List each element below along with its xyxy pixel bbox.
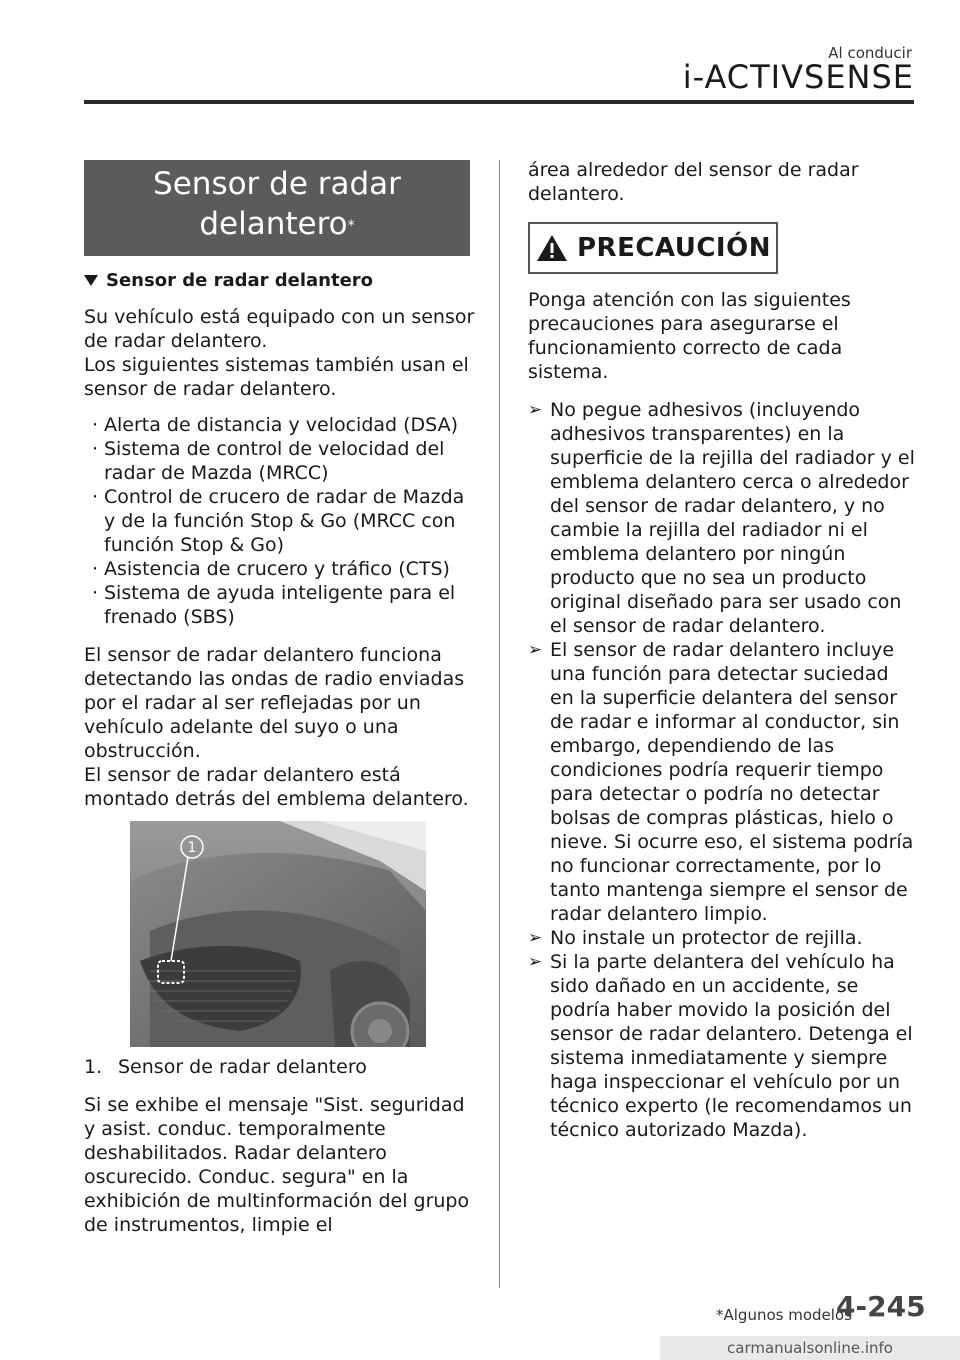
caution-label: PRECAUCIÓN xyxy=(577,233,771,263)
function-line-2: El sensor de radar delantero está montado detrás del emblema delantero. xyxy=(84,764,469,810)
message-paragraph: Si se exhibe el mensaje "Sist. seguridad y asist. conduc. temporalmente deshabilitados. Radar delantero oscurecido. Conduc. segura" en la exhibición de multinformación del grupo de instrumentos, limpie el xyxy=(84,1094,470,1236)
section-title-box xyxy=(84,160,470,256)
page-number: 4-245 xyxy=(836,1290,926,1323)
intro-line-1: Su vehículo está equipado con un sensor de radar delantero. xyxy=(84,306,475,352)
list-item xyxy=(528,638,918,926)
caption-number: 1. xyxy=(84,1056,103,1078)
list-item-text: Sistema de ayuda inteligente para el frenado (SBS) xyxy=(104,582,456,628)
list-item-text: Sistema de control de velocidad del radar de Mazda (MRCC) xyxy=(104,438,445,484)
list-item xyxy=(84,557,476,581)
caption-text: Sensor de radar delantero xyxy=(118,1056,367,1078)
list-item-text: No instale un protector de rejilla. xyxy=(550,927,863,949)
chevron-right-icon: ➢ xyxy=(528,640,543,660)
function-paragraph xyxy=(84,643,476,811)
subheading xyxy=(84,270,476,291)
intro-line-2: Los siguientes sistemas también usan el sensor de radar delantero. xyxy=(84,354,469,400)
bullet-dot: · xyxy=(92,414,99,436)
bullet-dot: · xyxy=(92,486,99,508)
car-front-figure xyxy=(130,821,426,1047)
figure-caption xyxy=(84,1055,476,1079)
bullet-dot: · xyxy=(92,438,99,460)
warning-triangle-icon xyxy=(535,233,569,263)
function-line-1: El sensor de radar delantero funciona detectando las ondas de radio enviadas por el radar al ser reflejadas por un vehículo adelante del suyo o una obstrucción. xyxy=(84,644,465,762)
triangle-down-icon xyxy=(84,275,98,286)
systems-list xyxy=(84,413,476,629)
left-column xyxy=(84,160,476,1237)
list-item xyxy=(84,581,476,629)
chevron-right-icon: ➢ xyxy=(528,400,543,420)
bullet-dot: · xyxy=(92,558,99,580)
title-line-2-text: delantero xyxy=(199,206,348,242)
list-item xyxy=(84,485,476,557)
subheading-text: Sensor de radar delantero xyxy=(106,270,374,291)
title-line-1: Sensor de radar xyxy=(153,166,401,202)
title-asterisk: * xyxy=(347,218,355,234)
list-item-text: El sensor de radar delantero incluye una función para detectar suciedad en la superficie delantera del sensor de radar e informar al conductor, sin embargo, dependiendo de las condiciones podría requerir tiempo para detectar o podría no detectar bolsas de compras plásticas, hielo o nieve. Si ocurre eso, el sistema podría no funcionar correctamente, por lo tanto mantenga siempre el sensor de radar delantero limpio. xyxy=(550,639,914,925)
list-item xyxy=(528,950,918,1142)
header-section-title: i-ACTIVSENSE xyxy=(682,58,914,96)
list-item-text: No pegue adhesivos (incluyendo adhesivos transparentes) en la superficie de la rejilla del radiador y el emblema delantero cerca o alrededor del sensor de radar delantero, y no cambie la rejilla del radiador ni el emblema delantero por ningún producto que no sea un producto original diseñado para ser usado con el sensor de radar delantero. xyxy=(550,399,915,637)
callout-number: 1 xyxy=(187,840,197,856)
caution-intro: Ponga atención con las siguientes precauciones para asegurarse el funcionamiento correcto de cada sistema. xyxy=(528,289,851,383)
caution-box xyxy=(528,222,778,274)
bullet-dot: · xyxy=(92,582,99,604)
list-item xyxy=(84,413,476,437)
watermark: carmanualsonline.info xyxy=(660,1336,960,1360)
list-item-text: Si la parte delantera del vehículo ha sido dañado en un accidente, se podría haber movido la posición del sensor de radar delantero. Detenga el sistema inmediatamente y siempre haga inspeccionar el vehículo por un técnico experto (le recomendamos un técnico autorizado Mazda). xyxy=(550,951,913,1141)
header-rule xyxy=(84,100,914,104)
car-front-illustration xyxy=(130,821,426,1047)
header-section-label: Al conducir xyxy=(828,44,912,62)
chevron-right-icon: ➢ xyxy=(528,928,543,948)
list-item-text: Control de crucero de radar de Mazda y de la función Stop & Go (MRCC con función Stop & Go) xyxy=(104,486,465,556)
continued-paragraph: área alrededor del sensor de radar delantero. xyxy=(528,159,859,205)
column-divider xyxy=(499,160,500,1288)
title-line-2 xyxy=(84,204,470,244)
intro-paragraph xyxy=(84,305,476,401)
list-item xyxy=(84,437,476,485)
chevron-right-icon: ➢ xyxy=(528,952,543,972)
footnote: *Algunos modelos xyxy=(716,1306,852,1324)
list-item-text: Alerta de distancia y velocidad (DSA) xyxy=(104,414,458,436)
list-item xyxy=(528,926,918,950)
list-item-text: Asistencia de crucero y tráfico (CTS) xyxy=(104,558,450,580)
right-column xyxy=(528,158,918,1142)
caution-list xyxy=(528,398,918,1142)
list-item xyxy=(528,398,918,638)
